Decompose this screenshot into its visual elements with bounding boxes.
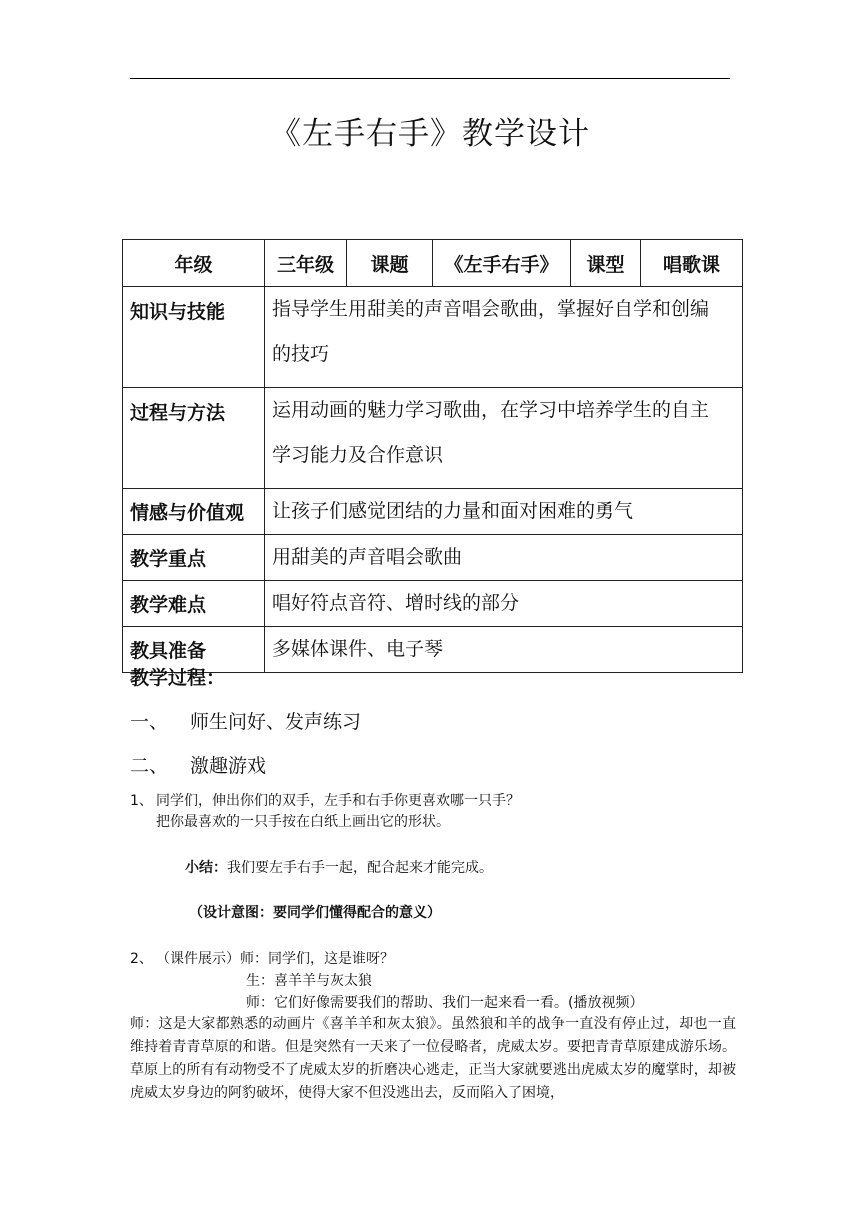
- story-paragraph: 师：这是大家都熟悉的动画片《喜羊羊和灰太狼》。虽然狼和羊的战争一直没有停止过，却也一直维持着青青草原的和谐。但是突然有一天来了一位侵略者，虎威太岁。要把青青草原建成游乐场。草原上的所有有动物受不了虎威太岁的折磨决心逃走，正当大家就要逃出虎威太岁的魔掌时，却被虎威太岁身边的阿豹破坏，使得大家不但没逃出去，反而陷入了困境，: [130, 1016, 736, 1101]
- type-label: 课型: [571, 240, 641, 287]
- item-1-number: 1、: [130, 793, 153, 809]
- row-value: 让孩子们感觉团结的力量和面对困难的勇气: [265, 489, 743, 535]
- row-value: 多媒体课件、电子琴: [265, 627, 743, 673]
- grade-label: 年级: [123, 240, 265, 287]
- row-label: 过程与方法: [123, 388, 265, 489]
- table-row: [123, 388, 743, 489]
- lesson-info-table: [122, 239, 743, 673]
- item-2-line-3: 师：它们好像需要我们的帮助、我们一起来看一看。(播放视频）: [246, 995, 644, 1011]
- row-label: 知识与技能: [123, 287, 265, 388]
- row-label: 教学重点: [123, 535, 265, 581]
- table-row: [123, 287, 743, 388]
- section-heading-1: 一、 师生问好、发声练习: [130, 711, 362, 733]
- row-value: 唱好符点音符、增时线的部分: [265, 581, 743, 627]
- topic-value: 《左手右手》: [433, 240, 571, 287]
- item-1-line-1: 同学们，伸出你们的双手，左手和右手你更喜欢哪一只手？: [156, 793, 520, 809]
- design-intent: （设计意图：要同学们懂得配合的意义）: [189, 905, 441, 921]
- row-value: 指导学生用甜美的声音唱会歌曲，掌握好自学和创编 的技巧: [265, 287, 743, 388]
- row-label: 情感与价值观: [123, 489, 265, 535]
- item-2-number: 2、: [130, 951, 153, 967]
- header-rule: [130, 78, 730, 79]
- row-label: 教具准备: [123, 627, 265, 673]
- item-2-line-2: 生：喜羊羊与灰太狼: [246, 973, 372, 989]
- grade-value: 三年级: [265, 240, 347, 287]
- row-label: 教学难点: [123, 581, 265, 627]
- process-heading: 教学过程：: [130, 667, 226, 689]
- type-value: 唱歌课: [641, 240, 743, 287]
- row-value: 用甜美的声音唱会歌曲: [265, 535, 743, 581]
- table-row: [123, 489, 743, 535]
- item-2-line-1: （课件展示）师：同学们，这是谁呀？: [156, 951, 394, 967]
- row-value: 运用动画的魅力学习歌曲，在学习中培养学生的自主 学习能力及合作意识: [265, 388, 743, 489]
- section-heading-2: 二、 激趣游戏: [130, 755, 267, 777]
- page-title: 《左手右手》教学设计: [270, 116, 590, 152]
- table-row: [123, 535, 743, 581]
- item-1-line-2: 把你最喜欢的一只手按在白纸上画出它的形状。: [156, 814, 450, 830]
- table-header-row: [123, 240, 743, 287]
- topic-label: 课题: [347, 240, 433, 287]
- table-row: [123, 581, 743, 627]
- summary: 小结：我们要左手右手一起，配合起来才能完成。: [185, 860, 493, 876]
